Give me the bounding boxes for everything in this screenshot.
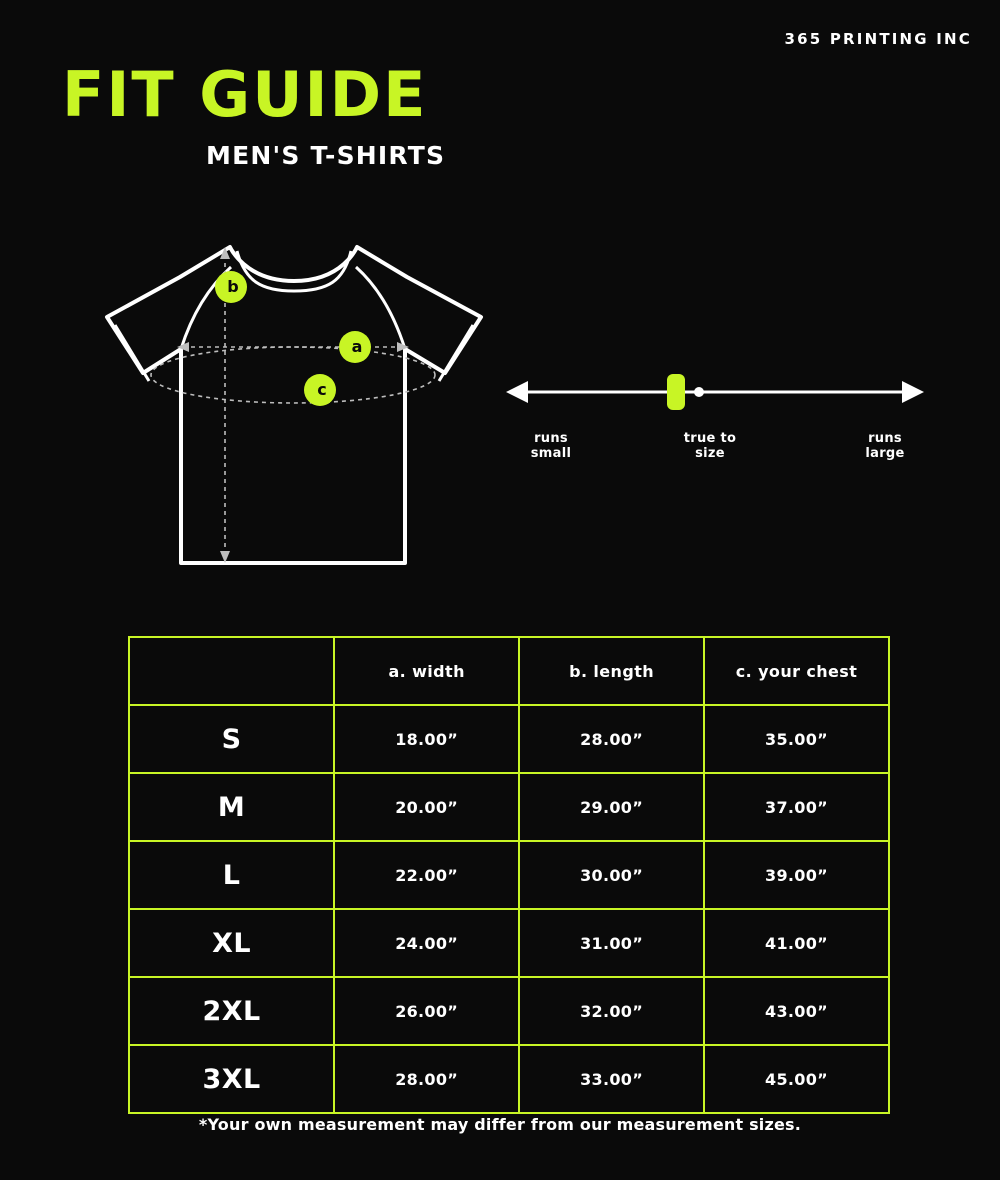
scale-label-runs-large bbox=[840, 432, 930, 462]
table-row bbox=[129, 841, 889, 909]
scale-arrow-right bbox=[902, 381, 924, 403]
row-3xl-length: 33.00” bbox=[519, 1045, 704, 1113]
page-subtitle: MEN'S T-SHIRTS bbox=[206, 141, 446, 170]
table-row bbox=[129, 977, 889, 1045]
row-2xl-width: 26.00” bbox=[334, 977, 519, 1045]
scale-label-runs-small-line2: small bbox=[530, 445, 572, 461]
fit-scale-svg bbox=[500, 360, 930, 430]
scale-label-runs-small-line1: runs bbox=[534, 431, 568, 446]
table-row bbox=[129, 705, 889, 773]
left-cuff-line bbox=[115, 325, 149, 381]
row-size-3xl: 3XL bbox=[129, 1045, 334, 1113]
fit-scale bbox=[500, 360, 930, 480]
row-size-m: M bbox=[129, 773, 334, 841]
row-xl-width: 24.00” bbox=[334, 909, 519, 977]
table-row bbox=[129, 909, 889, 977]
shirt-body-path bbox=[107, 247, 481, 563]
table-header-row bbox=[129, 637, 889, 705]
row-2xl-length: 32.00” bbox=[519, 977, 704, 1045]
scale-center-dot bbox=[694, 387, 704, 397]
row-s-length: 28.00” bbox=[519, 705, 704, 773]
scale-label-true-to-size bbox=[660, 432, 760, 462]
size-table-body bbox=[129, 705, 889, 1113]
tshirt-diagram bbox=[85, 225, 505, 585]
size-table bbox=[128, 636, 890, 1114]
row-3xl-width: 28.00” bbox=[334, 1045, 519, 1113]
size-table-wrapper bbox=[128, 636, 890, 1114]
scale-arrow-left bbox=[506, 381, 528, 403]
tshirt-illustration-svg bbox=[85, 225, 505, 585]
row-l-width: 22.00” bbox=[334, 841, 519, 909]
table-header-size bbox=[129, 637, 334, 705]
row-xl-length: 31.00” bbox=[519, 909, 704, 977]
chest-measure-ellipse bbox=[151, 347, 435, 403]
row-m-length: 29.00” bbox=[519, 773, 704, 841]
row-size-xl: XL bbox=[129, 909, 334, 977]
scale-label-runs-large-line2: large bbox=[865, 445, 905, 461]
right-cuff-line bbox=[439, 325, 473, 381]
row-size-l: L bbox=[129, 841, 334, 909]
marker-b-label: b bbox=[227, 277, 239, 296]
row-m-width: 20.00” bbox=[334, 773, 519, 841]
row-s-chest: 35.00” bbox=[704, 705, 889, 773]
scale-indicator bbox=[667, 374, 685, 410]
size-table-head bbox=[129, 637, 889, 705]
scale-label-runs-small bbox=[506, 432, 596, 462]
scale-label-true-line2: size bbox=[695, 445, 725, 461]
row-l-chest: 39.00” bbox=[704, 841, 889, 909]
row-size-2xl: 2XL bbox=[129, 977, 334, 1045]
row-l-length: 30.00” bbox=[519, 841, 704, 909]
scale-label-runs-large-line1: runs bbox=[868, 431, 902, 446]
page-title: FIT GUIDE bbox=[62, 58, 428, 131]
marker-a-label: a bbox=[351, 337, 363, 356]
table-header-width: a. width bbox=[334, 637, 519, 705]
row-3xl-chest: 45.00” bbox=[704, 1045, 889, 1113]
measurement-footnote: *Your own measurement may differ from our measurement sizes. bbox=[198, 1115, 802, 1134]
row-2xl-chest: 43.00” bbox=[704, 977, 889, 1045]
table-row bbox=[129, 773, 889, 841]
row-xl-chest: 41.00” bbox=[704, 909, 889, 977]
table-header-chest: c. your chest bbox=[704, 637, 889, 705]
marker-c-label: c bbox=[317, 380, 327, 399]
table-header-length: b. length bbox=[519, 637, 704, 705]
scale-label-true-line1: true to bbox=[683, 431, 737, 446]
row-m-chest: 37.00” bbox=[704, 773, 889, 841]
table-row bbox=[129, 1045, 889, 1113]
row-s-width: 18.00” bbox=[334, 705, 519, 773]
row-size-s: S bbox=[129, 705, 334, 773]
brand-name: 365 PRINTING INC bbox=[784, 30, 972, 48]
